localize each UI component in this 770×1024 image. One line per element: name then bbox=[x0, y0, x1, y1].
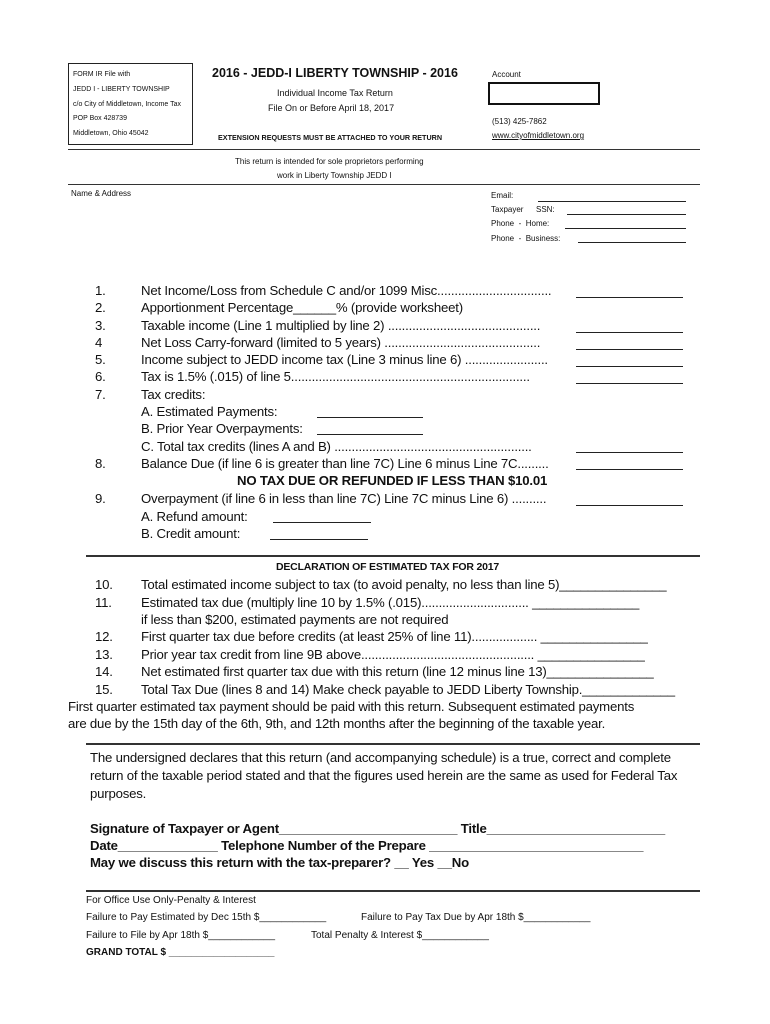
taxpayer-label: Taxpayer bbox=[491, 205, 524, 214]
line-5-field[interactable] bbox=[576, 366, 683, 367]
line-9-text: Overpayment (if line 6 in less than line 7C) Line 7C minus Line 6) .......... bbox=[141, 491, 547, 506]
line-7-text: Tax credits: bbox=[141, 387, 206, 402]
office-penalty-pay[interactable]: Failure to Pay Tax Due by Apr 18th $____________ bbox=[361, 912, 591, 923]
line-11-num: 11. bbox=[95, 595, 112, 610]
estimated-note-1: First quarter estimated tax payment should be paid with this return. Subsequent estimated payments bbox=[68, 699, 635, 714]
extension-notice: EXTENSION REQUESTS MUST BE ATTACHED TO YOUR RETURN bbox=[218, 133, 443, 142]
form-line-3: c/o City of Middletown, Income Tax bbox=[73, 101, 182, 108]
form-line-2: JEDD I - LIBERTY TOWNSHIP bbox=[73, 86, 170, 93]
line-1-num: 1. bbox=[95, 283, 106, 298]
office-grand-total[interactable]: GRAND TOTAL $ ___________________ bbox=[86, 947, 275, 958]
form-subtitle-1: Individual Income Tax Return bbox=[277, 88, 393, 98]
line-11-note: if less than $200, estimated payments are not required bbox=[141, 612, 449, 627]
form-line-4: POP Box 428739 bbox=[73, 115, 127, 122]
line-2-num: 2. bbox=[95, 300, 106, 315]
line-7c-field[interactable] bbox=[576, 452, 683, 453]
line-14-text: Net estimated first quarter tax due with this return (line 12 minus line 13)_______________ bbox=[141, 664, 654, 679]
line-4-num: 4 bbox=[95, 335, 103, 350]
no-tax-notice: NO TAX DUE OR REFUNDED IF LESS THAN $10.01 bbox=[237, 473, 548, 488]
phone-business-label: Phone - Business: bbox=[491, 234, 561, 243]
line-6-num: 6. bbox=[95, 369, 106, 384]
section-divider-3 bbox=[86, 890, 700, 892]
line-3-text: Taxable income (Line 1 multiplied by line 2) ............................................ bbox=[141, 318, 541, 333]
office-total-penalty[interactable]: Total Penalty & Interest $____________ bbox=[311, 930, 489, 941]
signature-line[interactable]: Signature of Taxpayer or Agent_________________________ Title_________________________ bbox=[90, 821, 665, 836]
account-input[interactable] bbox=[488, 82, 600, 105]
estimated-heading: DECLARATION OF ESTIMATED TAX FOR 2017 bbox=[276, 561, 500, 573]
home-phone-field[interactable] bbox=[565, 228, 686, 229]
email-field[interactable] bbox=[538, 201, 686, 202]
line-7-num: 7. bbox=[95, 387, 106, 402]
line-12-text: First quarter tax due before credits (at least 25% of line 11)................... _______________ bbox=[141, 629, 648, 644]
line-5-text: Income subject to JEDD income tax (Line 3 minus line 6) ........................ bbox=[141, 352, 548, 367]
line-9a-text: A. Refund amount: bbox=[141, 509, 248, 524]
line-4-text: Net Loss Carry-forward (limited to 5 years) ............................................. bbox=[141, 335, 541, 350]
line-10-num: 10. bbox=[95, 577, 113, 592]
office-penalty-estimated[interactable]: Failure to Pay Estimated by Dec 15th $____________ bbox=[86, 912, 327, 923]
line-2-text: Apportionment Percentage______% (provide worksheet) bbox=[141, 300, 463, 315]
line-8-field[interactable] bbox=[576, 469, 683, 470]
section-divider-2 bbox=[86, 743, 700, 745]
email-label: Email: bbox=[491, 191, 514, 200]
line-7b-field[interactable] bbox=[317, 434, 423, 435]
ssn-label: SSN: bbox=[536, 205, 555, 214]
line-5-num: 5. bbox=[95, 352, 106, 367]
line-9-field[interactable] bbox=[576, 505, 683, 506]
line-7c-text: C. Total tax credits (lines A and B) ......................................................... bbox=[141, 439, 532, 454]
form-line-5: Middletown, Ohio 45042 bbox=[73, 130, 149, 137]
office-phone: (513) 425-7862 bbox=[492, 117, 547, 126]
account-label: Account bbox=[492, 70, 521, 79]
line-9b-field[interactable] bbox=[270, 539, 368, 540]
intro-divider bbox=[68, 184, 700, 185]
line-9b-text: B. Credit amount: bbox=[141, 526, 241, 541]
phone-home-label: Phone - Home: bbox=[491, 219, 550, 228]
business-phone-field[interactable] bbox=[578, 242, 686, 243]
line-12-num: 12. bbox=[95, 629, 113, 644]
declaration-line-1: The undersigned declares that this return (and accompanying schedule) is a true, correct and complete bbox=[90, 750, 671, 765]
line-15-num: 15. bbox=[95, 682, 113, 697]
intro-line-2: work in Liberty Township JEDD I bbox=[277, 171, 392, 180]
office-penalty-file[interactable]: Failure to File by Apr 18th $____________ bbox=[86, 930, 276, 941]
line-6-field[interactable] bbox=[576, 383, 683, 384]
line-15-text: Total Tax Due (lines 8 and 14) Make check payable to JEDD Liberty Township._____________ bbox=[141, 682, 675, 697]
date-telephone-line[interactable]: Date______________ Telephone Number of the Prepare ______________________________ bbox=[90, 838, 644, 853]
discuss-preparer-line[interactable]: May we discuss this return with the tax-preparer? __ Yes __No bbox=[90, 855, 469, 870]
line-7a-field[interactable] bbox=[317, 417, 423, 418]
line-3-field[interactable] bbox=[576, 332, 683, 333]
ssn-field[interactable] bbox=[567, 214, 686, 215]
form-line-1: FORM IR File with bbox=[73, 71, 131, 78]
declaration-line-3: purposes. bbox=[90, 786, 147, 801]
line-14-num: 14. bbox=[95, 664, 113, 679]
office-website: www.cityofmiddletown.org bbox=[492, 131, 585, 140]
line-7b-text: B. Prior Year Overpayments: bbox=[141, 421, 303, 436]
name-address-label: Name & Address bbox=[71, 189, 132, 198]
line-9a-field[interactable] bbox=[273, 522, 371, 523]
line-11-text: Estimated tax due (multiply line 10 by 1.5% (.015)............................... _______________ bbox=[141, 595, 640, 610]
line-3-num: 3. bbox=[95, 318, 106, 333]
line-8-num: 8. bbox=[95, 456, 106, 471]
line-8-text: Balance Due (if line 6 is greater than line 7C) Line 6 minus Line 7C......... bbox=[141, 456, 549, 471]
line-9-num: 9. bbox=[95, 491, 106, 506]
form-title: 2016 - JEDD-I LIBERTY TOWNSHIP - 2016 bbox=[212, 66, 458, 80]
line-4-field[interactable] bbox=[576, 349, 683, 350]
intro-line-1: This return is intended for sole proprietors performing bbox=[235, 157, 424, 166]
section-divider-1 bbox=[86, 555, 700, 557]
line-1-field[interactable] bbox=[576, 297, 683, 298]
line-10-text: Total estimated income subject to tax (to avoid penalty, no less than line 5)_______________ bbox=[141, 577, 667, 592]
line-7a-text: A. Estimated Payments: bbox=[141, 404, 278, 419]
header-divider bbox=[68, 149, 700, 150]
form-subtitle-2: File On or Before April 18, 2017 bbox=[268, 103, 395, 113]
line-6-text: Tax is 1.5% (.015) of line 5..................................................................... bbox=[141, 369, 530, 384]
estimated-note-2: are due by the 15th day of the 6th, 9th, and 12th months after the beginning of the taxable year. bbox=[68, 716, 606, 731]
line-13-num: 13. bbox=[95, 647, 113, 662]
declaration-line-2: return of the taxable period stated and that the figures used herein are the same as used for Federal Tax bbox=[90, 768, 678, 783]
line-1-text: Net Income/Loss from Schedule C and/or 1099 Misc................................. bbox=[141, 283, 552, 298]
line-13-text: Prior year tax credit from line 9B above.................................................. _______________ bbox=[141, 647, 645, 662]
office-heading: For Office Use Only-Penalty & Interest bbox=[86, 895, 256, 906]
